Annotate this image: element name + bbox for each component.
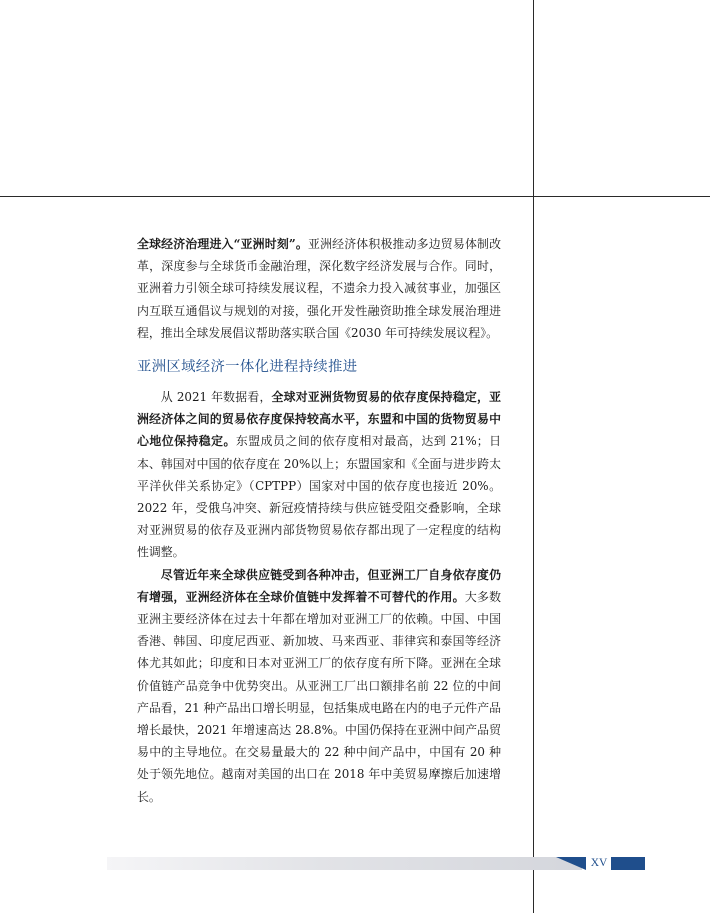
paragraph-asia-factory bbox=[137, 564, 501, 808]
paragraph-text: 亚洲经济体积极推动多边贸易体制改革，深度参与全球货币金融治理，深化数字经济发展与合作。同时，亚洲着力引领全球可持续发展议程，不遗余力投入减贫事业，加强区内互联互通倡议与规划的对接，强化开发性融资助推全球发展治理进程，推出全球发展倡议帮助落实联合国《2030 年可持续发展议程》。 bbox=[137, 237, 501, 340]
page-body bbox=[137, 233, 501, 808]
paragraph-lead: 从 2021 年数据看， bbox=[160, 390, 272, 405]
paragraph-bold-lead: 全球对亚洲货物贸易的依存度保持稳定，亚洲经济体之间的贸易依存度保持较高水平，东盟和中国的货物贸易中心地位保持稳定。 bbox=[137, 390, 501, 449]
paragraph-text: 大多数亚洲主要经济体在过去十年都在增加对亚洲工厂的依赖。中国、中国香港、韩国、印度尼西亚、新加坡、马来西亚、菲律宾和泰国等经济体尤其如此；印度和日本对亚洲工厂的依存度有所下降。亚洲在全球价值链产品竞争中优势突出。从亚洲工厂出口额排名前 22 位的中间产品看，21 种产品出口增长明显，包括集成电路在内的电子元件产品增长最快，2021 年增速高达 28.8%。中国仍保持在亚洲中间产品贸易中的主导地位。在交易量最大的 22 种中间产品中，中国有 20 种处于领先地位。越南对美国的出口在 2018 年中美贸易摩擦后加速增长。 bbox=[137, 589, 501, 804]
footer-block bbox=[611, 857, 645, 870]
paragraph-bold-lead: 全球经济治理进入“亚洲时刻”。 bbox=[137, 237, 308, 251]
crop-mark-vertical bbox=[533, 0, 534, 913]
footer-bar bbox=[107, 857, 582, 870]
paragraph-bold-lead: 尽管近年来全球供应链受到各种冲击，但亚洲工厂自身依存度仍有增强，亚洲经济体在全球价值链中发挥着不可替代的作用。 bbox=[137, 567, 501, 604]
page-number: XV bbox=[590, 857, 608, 869]
paragraph-governance bbox=[137, 233, 501, 344]
crop-mark-horizontal bbox=[0, 196, 710, 197]
section-heading: 亚洲区域经济一体化进程持续推进 bbox=[137, 359, 358, 376]
paragraph-text: 东盟成员之间的依存度相对最高，达到 21%；日本、韩国对中国的依存度在 20%以上；东盟国家和《全面与进步跨太平洋伙伴关系协定》（CPTPP）国家对中国的依存度也接近 20%。2022 年，受俄乌冲突、新冠疫情持续与供应链受阻交叠影响，全球对亚洲贸易的依存及亚洲内部货物贸易依存都出现了一定程度的结构性调整。 bbox=[137, 434, 501, 560]
paragraph-trade-dependency bbox=[137, 386, 501, 564]
